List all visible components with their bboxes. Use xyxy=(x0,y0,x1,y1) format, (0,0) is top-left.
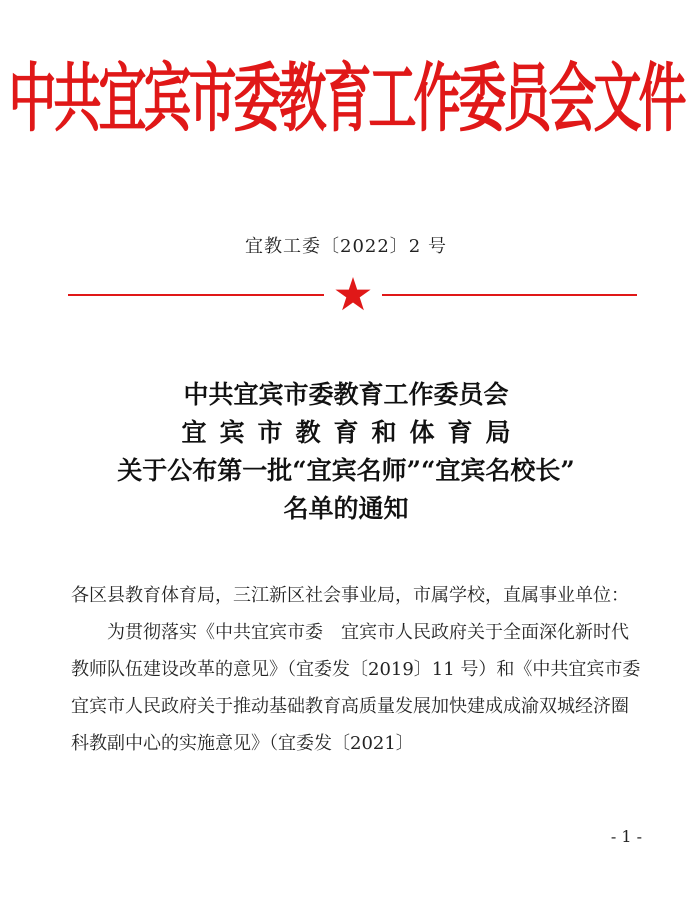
title-line-end: 名单的通知 xyxy=(283,494,409,523)
red-star-icon xyxy=(335,277,371,311)
document-masthead: 中共宜宾市委教育工作委员会文件 xyxy=(8,55,684,143)
red-divider-left xyxy=(68,294,324,296)
notice-body xyxy=(71,577,659,762)
body-paragraph: 为贯彻落实《中共宜宾市委 宜宾市人民政府关于全面深化新时代教师队伍建设改革的意见》（宜委发〔2019〕11 号）和《中共宜宾市委 宜宾市人民政府关于推动基础教育高质量发展加快建成成渝双城经济圈科教副中心的实施意见》（宜委发〔2021〕 xyxy=(71,622,659,754)
title-line-bureau: 宜宾市教育和体育局 xyxy=(181,418,524,447)
page-number: - 1 - xyxy=(610,827,642,846)
title-line-subject: 关于公布第一批“宜宾名师”“宜宾名校长” xyxy=(117,456,575,485)
title-line-issuer: 中共宜宾市委教育工作委员会 xyxy=(183,380,509,409)
salutation: 各区县教育体育局，三江新区社会事业局，市属学校，直属事业单位： xyxy=(71,585,629,606)
red-divider-right xyxy=(382,294,637,296)
document-number: 宜教工委〔2022〕2 号 xyxy=(245,236,447,257)
notice-title xyxy=(0,376,692,528)
